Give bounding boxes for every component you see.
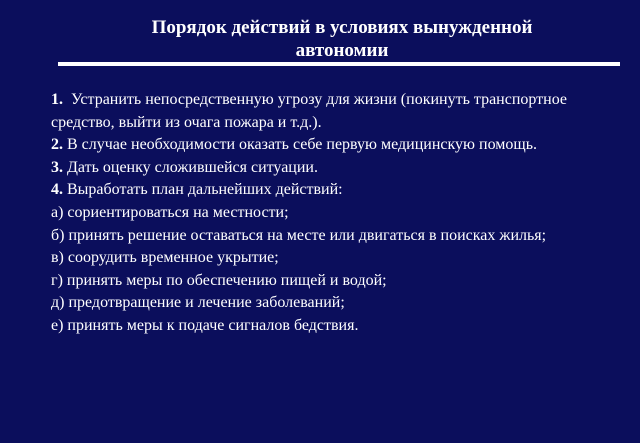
slide-body bbox=[51, 89, 631, 338]
sub-item-e: д) предотвращение и лечение заболеваний; bbox=[51, 294, 345, 312]
step-item-3 bbox=[51, 157, 631, 180]
step-number: 3. bbox=[51, 158, 63, 176]
title-line-2: автономии bbox=[295, 40, 389, 61]
step-item-1 bbox=[51, 89, 631, 134]
step-text: В случае необходимости оказать себе первую медицинскую помощь. bbox=[63, 136, 538, 154]
title-line-1: Порядок действий в условиях вынужденной bbox=[151, 17, 533, 38]
step-text: Выработать план дальнейших действий: bbox=[63, 181, 343, 199]
sub-item-a: а) сориентироваться на местности; bbox=[51, 203, 289, 221]
sub-item-d: г) принять меры по обеспечению пищей и водой; bbox=[51, 271, 387, 289]
step-text: Дать оценку сложившейся ситуации. bbox=[63, 158, 318, 176]
step-item-2 bbox=[51, 134, 631, 157]
sub-item-f: е) принять меры к подаче сигналов бедствия. bbox=[51, 316, 359, 334]
step-text: Устранить непосредственную угрозу для жизни (покинуть транспортное средство, выйти из очага пожара и т.д.). bbox=[51, 91, 572, 131]
sub-item-b: б) принять решение оставаться на месте или двигаться в поисках жилья; bbox=[51, 226, 547, 244]
sub-item-c: в) соорудить временное укрытие; bbox=[51, 249, 279, 267]
step-item-4 bbox=[51, 179, 631, 202]
step-number: 4. bbox=[51, 181, 63, 199]
step-number: 1. bbox=[51, 91, 63, 108]
step-number: 2. bbox=[51, 136, 63, 154]
slide-title bbox=[92, 16, 592, 62]
title-underline bbox=[58, 62, 620, 66]
